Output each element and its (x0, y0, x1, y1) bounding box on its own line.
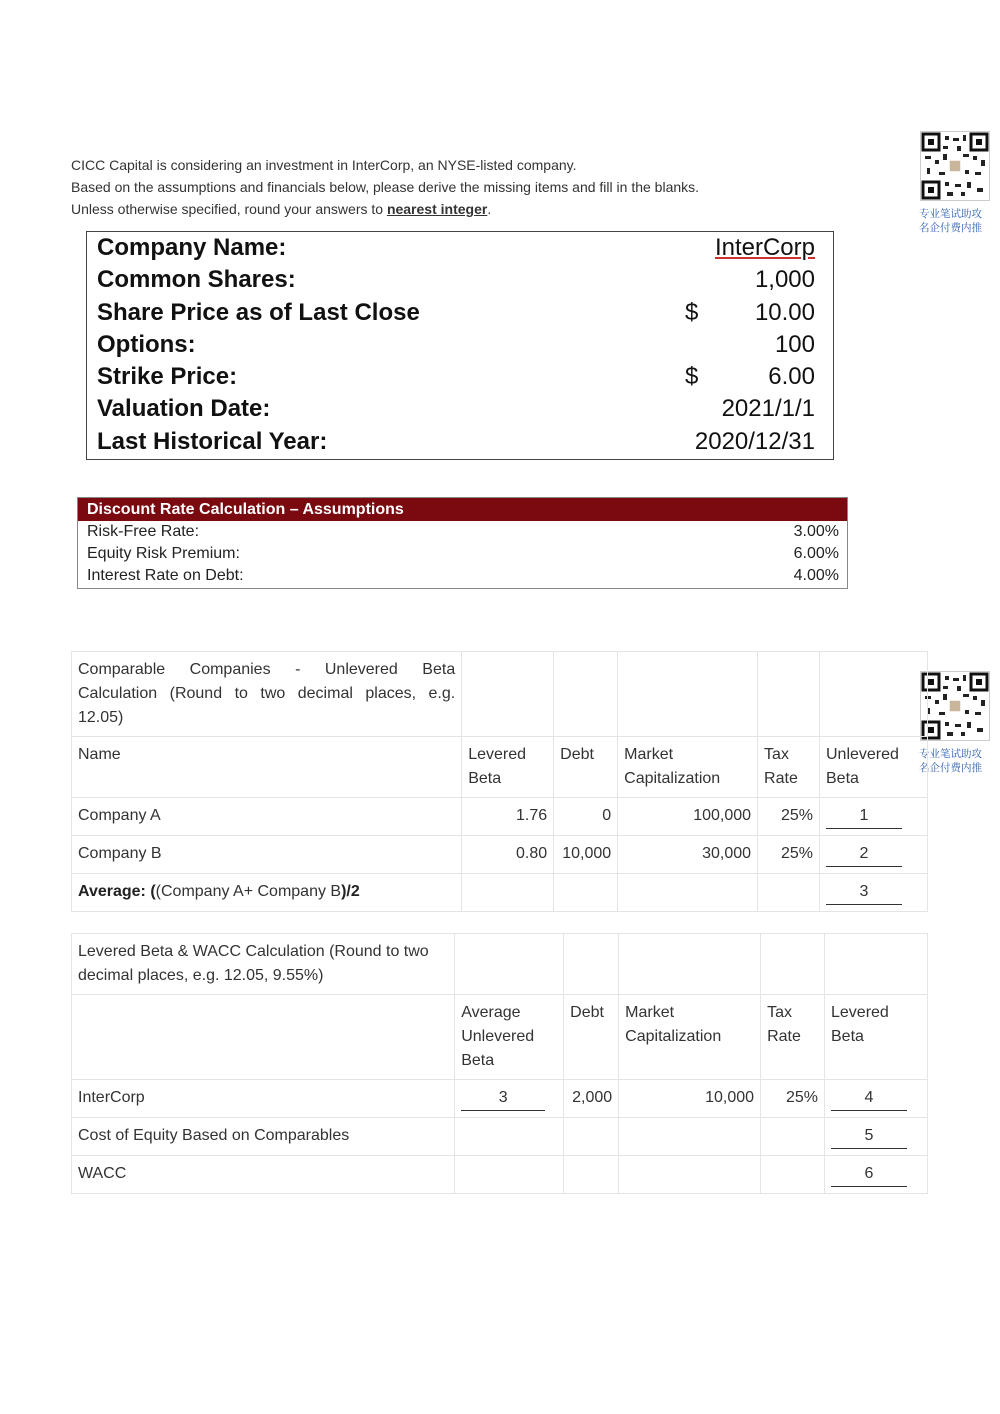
discount-row: Risk-Free Rate: 3.00% (87, 523, 839, 540)
answer-blank-3[interactable]: 3 (826, 880, 902, 905)
table-row: Company B 0.80 10,000 30,000 25% 2 (72, 836, 928, 874)
table-row: InterCorp 3 2,000 10,000 25% 4 (72, 1080, 928, 1118)
discount-row: Equity Risk Premium: 6.00% (87, 545, 839, 562)
discount-rate-box (77, 497, 848, 589)
comparables-title: Comparable Companies - Unlevered Beta Calculation (Round to two decimal places, e.g. 12.05) (72, 652, 462, 737)
table-row: WACC 6 (72, 1156, 928, 1194)
answer-blank-2[interactable]: 2 (826, 842, 902, 867)
average-row: Average: ((Company A+ Company B)/2 3 (72, 874, 928, 912)
discount-row: Interest Rate on Debt: 4.00% (87, 567, 839, 584)
column-header: Unlevered Beta (820, 737, 928, 798)
qr-code-image (920, 671, 990, 741)
company-row: Common Shares: 1,000 (97, 266, 815, 293)
wacc-table (71, 933, 928, 1194)
qr-code-image (920, 131, 990, 201)
instruction-line-3: Unless otherwise specified, round your answers to nearest integer. (71, 201, 492, 217)
column-header: Debt (564, 995, 619, 1080)
column-header: Market Capitalization (619, 995, 761, 1080)
comparables-table (71, 651, 928, 912)
column-header: Debt (554, 737, 618, 798)
company-row: Last Historical Year: 2020/12/31 (97, 428, 815, 455)
answer-blank-3[interactable]: 3 (461, 1086, 545, 1111)
company-row: Strike Price: $ 6.00 (97, 363, 815, 390)
instructions (71, 154, 699, 220)
company-row: Options: 100 (97, 331, 815, 358)
answer-blank-5[interactable]: 5 (831, 1124, 907, 1149)
column-header: Tax Rate (761, 995, 825, 1080)
instruction-line-2: Based on the assumptions and financials below, please derive the missing items and fill in the blanks. (71, 179, 700, 195)
company-row: Valuation Date: 2021/1/1 (97, 395, 815, 422)
answer-blank-6[interactable]: 6 (831, 1162, 907, 1187)
wacc-title: Levered Beta & WACC Calculation (Round to two decimal places, e.g. 12.05, 9.55%) (72, 934, 455, 995)
answer-blank-1[interactable]: 1 (826, 804, 902, 829)
discount-rate-title: Discount Rate Calculation – Assumptions (78, 498, 847, 521)
company-info-box (86, 231, 834, 460)
qr-caption: 专业笔试助攻 名企付费内推 (919, 208, 982, 234)
table-row: Company A 1.76 0 100,000 25% 1 (72, 798, 928, 836)
table-row: Cost of Equity Based on Comparables 5 (72, 1118, 928, 1156)
column-header: Name (72, 737, 462, 798)
company-row: Company Name: InterCorp (97, 234, 815, 261)
instruction-line-1: CICC Capital is considering an investment in InterCorp, an NYSE-listed company. (71, 157, 577, 173)
column-header: Market Capitalization (618, 737, 758, 798)
column-header: Average Unlevered Beta (455, 995, 564, 1080)
column-header: Levered Beta (462, 737, 554, 798)
qr-caption: 专业笔试助攻 名企付费内推 (919, 748, 982, 774)
answer-blank-4[interactable]: 4 (831, 1086, 907, 1111)
column-header: Tax Rate (758, 737, 820, 798)
column-header: Levered Beta (825, 995, 928, 1080)
company-row: Share Price as of Last Close $ 10.00 (97, 299, 815, 326)
